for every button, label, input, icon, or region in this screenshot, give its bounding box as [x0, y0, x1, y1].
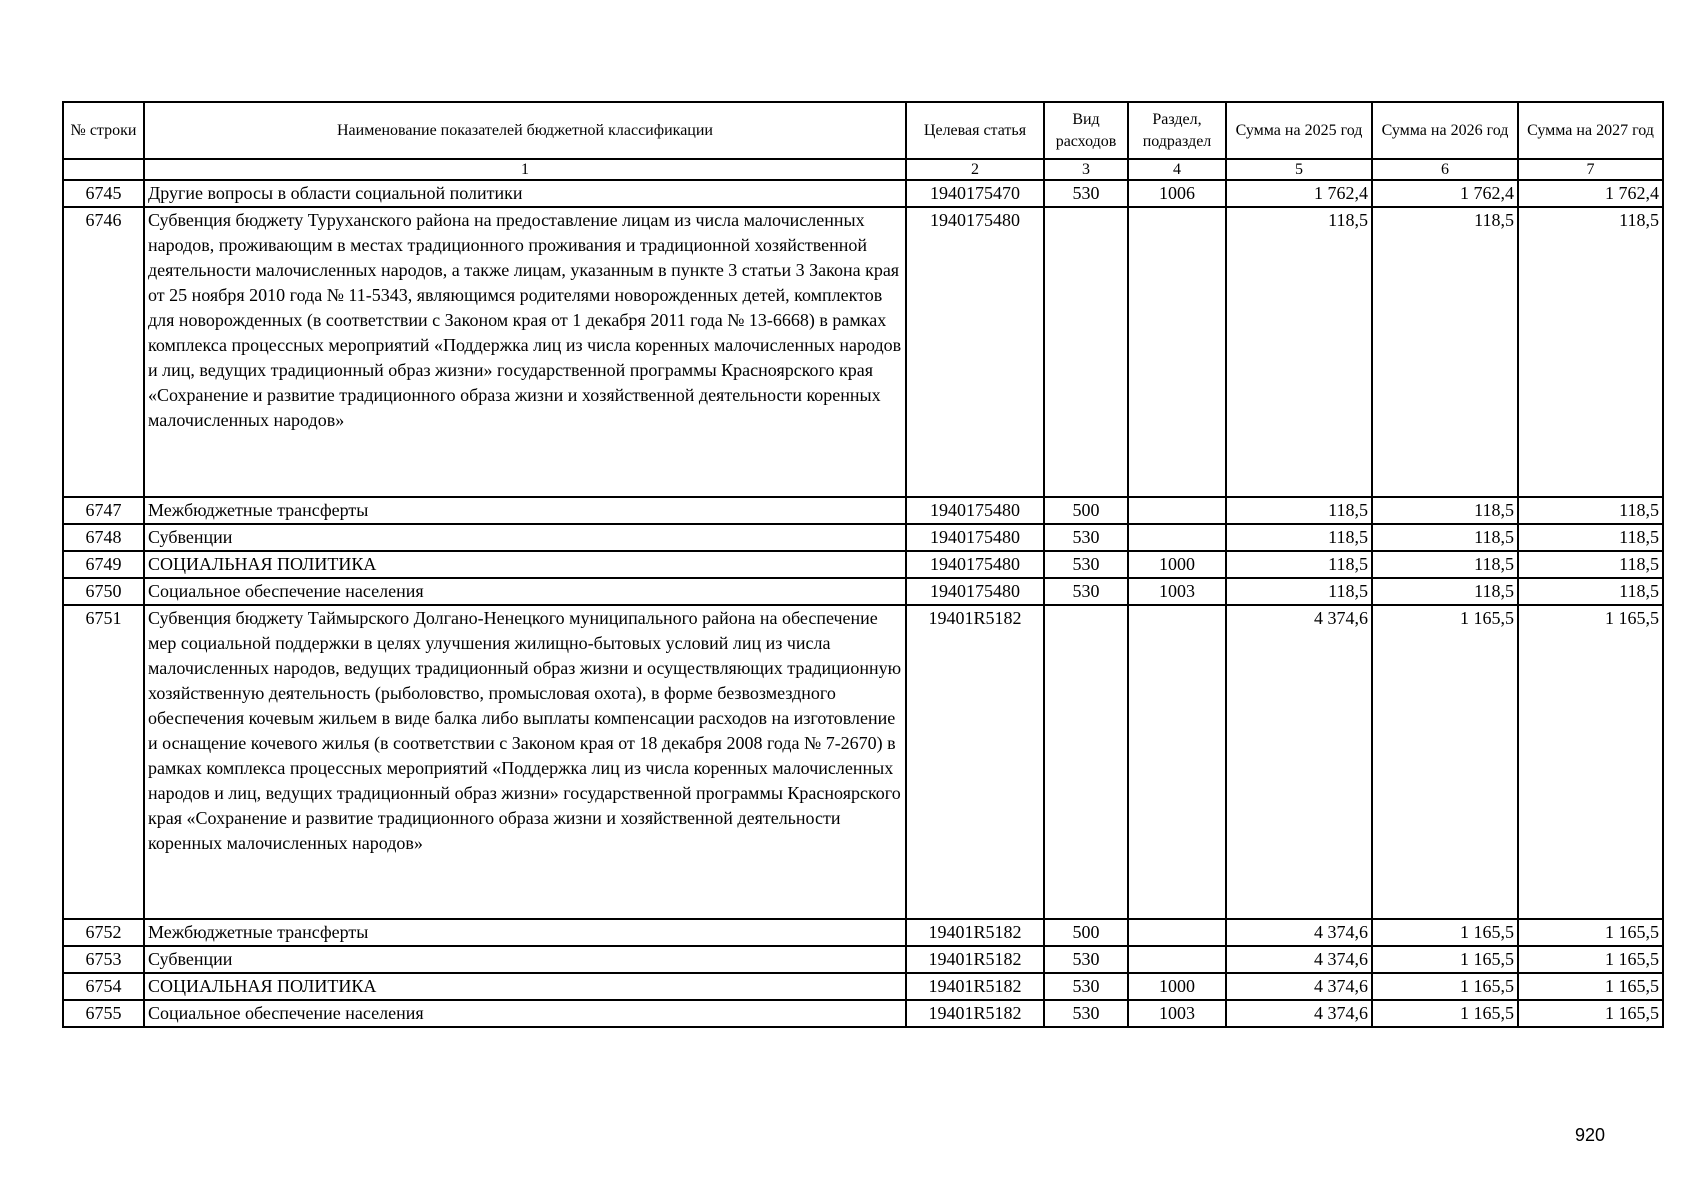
- row-expense-type: 530: [1044, 524, 1128, 551]
- header-expense-type: Вид расходов: [1044, 102, 1128, 159]
- row-sum-2027: 1 165,5: [1518, 605, 1663, 919]
- table-row: [63, 1000, 1663, 1027]
- row-number: 6751: [63, 605, 144, 919]
- row-number: 6750: [63, 578, 144, 605]
- row-sum-2026: 118,5: [1372, 207, 1518, 497]
- row-expense-type: 500: [1044, 919, 1128, 946]
- row-section: [1128, 919, 1226, 946]
- row-section: 1000: [1128, 973, 1226, 1000]
- header-row: [63, 102, 1663, 159]
- row-expense-type: 530: [1044, 578, 1128, 605]
- row-expense-type: [1044, 605, 1128, 919]
- row-expense-type: 530: [1044, 1000, 1128, 1027]
- table-row: [63, 524, 1663, 551]
- row-number: 6752: [63, 919, 144, 946]
- row-sum-2027: 118,5: [1518, 578, 1663, 605]
- header-name: Наименование показателей бюджетной классификации: [144, 102, 906, 159]
- row-section: [1128, 946, 1226, 973]
- row-section: [1128, 605, 1226, 919]
- column-number: 4: [1128, 159, 1226, 180]
- row-number: 6754: [63, 973, 144, 1000]
- row-sum-2026: 1 762,4: [1372, 180, 1518, 207]
- row-number: 6749: [63, 551, 144, 578]
- table-row: [63, 551, 1663, 578]
- row-target: 19401R5182: [906, 605, 1044, 919]
- row-number: 6753: [63, 946, 144, 973]
- row-name: Социальное обеспечение населения: [144, 1000, 906, 1027]
- page-number: 920: [1574, 1125, 1605, 1145]
- row-sum-2025: 1 762,4: [1226, 180, 1372, 207]
- row-section: [1128, 207, 1226, 497]
- row-sum-2026: 1 165,5: [1372, 973, 1518, 1000]
- row-expense-type: 530: [1044, 946, 1128, 973]
- table-row: [63, 578, 1663, 605]
- row-section: 1000: [1128, 551, 1226, 578]
- row-section: 1006: [1128, 180, 1226, 207]
- row-name: Субвенции: [144, 524, 906, 551]
- row-name: СОЦИАЛЬНАЯ ПОЛИТИКА: [144, 551, 906, 578]
- row-number: 6748: [63, 524, 144, 551]
- row-sum-2027: 118,5: [1518, 207, 1663, 497]
- row-sum-2027: 118,5: [1518, 497, 1663, 524]
- row-number: 6755: [63, 1000, 144, 1027]
- row-sum-2025: 118,5: [1226, 551, 1372, 578]
- table-row: [63, 946, 1663, 973]
- row-name: Субвенция бюджету Таймырского Долгано-Ненецкого муниципального района на обеспечение мер социальной поддержки в целях улучшения жилищно-бытовых условий лиц из числа малочисленных народов, ведущих традиционный образ жизни и осуществляющих традиционную хозяйственную деятельность (рыболовство, промысловая охота), в форме безвозмездного обеспечения кочевым жильем в виде балка либо выплаты компенсации расходов на изготовление и оснащение кочевого жилья (в соответствии с Законом края от 18 декабря 2008 года № 7-2670) в рамках комплекса процессных мероприятий «Поддержка лиц из числа коренных малочисленных народов и лиц, ведущих традиционный образ жизни» государственной программы Красноярского края «Сохранение и развитие традиционного образа жизни и хозяйственной деятельности коренных малочисленных народов»: [144, 605, 906, 919]
- row-expense-type: 500: [1044, 497, 1128, 524]
- header-row-no: № строки: [63, 102, 144, 159]
- row-number: 6745: [63, 180, 144, 207]
- row-expense-type: 530: [1044, 551, 1128, 578]
- row-sum-2026: 1 165,5: [1372, 605, 1518, 919]
- row-target: 1940175480: [906, 551, 1044, 578]
- row-sum-2026: 1 165,5: [1372, 919, 1518, 946]
- row-name: Межбюджетные трансферты: [144, 497, 906, 524]
- row-name: Субвенции: [144, 946, 906, 973]
- column-number: 2: [906, 159, 1044, 180]
- row-sum-2027: 1 165,5: [1518, 973, 1663, 1000]
- row-sum-2025: 118,5: [1226, 207, 1372, 497]
- row-sum-2026: 1 165,5: [1372, 946, 1518, 973]
- table-row: [63, 605, 1663, 919]
- column-number: 3: [1044, 159, 1128, 180]
- row-expense-type: 530: [1044, 180, 1128, 207]
- row-sum-2026: 118,5: [1372, 497, 1518, 524]
- header-sum-2026: Сумма на 2026 год: [1372, 102, 1518, 159]
- row-target: 19401R5182: [906, 919, 1044, 946]
- row-expense-type: 530: [1044, 973, 1128, 1000]
- header-target: Целевая статья: [906, 102, 1044, 159]
- table-row: [63, 497, 1663, 524]
- row-section: [1128, 524, 1226, 551]
- row-sum-2025: 118,5: [1226, 497, 1372, 524]
- header-section: Раздел, подраздел: [1128, 102, 1226, 159]
- row-name: Межбюджетные трансферты: [144, 919, 906, 946]
- row-section: 1003: [1128, 578, 1226, 605]
- row-name: Субвенция бюджету Туруханского района на предоставление лицам из числа малочисленных народов, проживающим в местах традиционного проживания и традиционной хозяйственной деятельности малочисленных народов, а также лицам, указанным в пункте 3 статьи 3 Закона края от 25 ноября 2010 года № 11-5343, являющимся родителями новорожденных детей, комплектов для новорожденных (в соответствии с Законом края от 1 декабря 2011 года № 13-6668) в рамках комплекса процессных мероприятий «Поддержка лиц из числа коренных малочисленных народов и лиц, ведущих традиционный образ жизни» государственной программы Красноярского края «Сохранение и развитие традиционного образа жизни и хозяйственной деятельности коренных малочисленных народов»: [144, 207, 906, 497]
- row-target: 19401R5182: [906, 1000, 1044, 1027]
- row-sum-2027: 1 165,5: [1518, 946, 1663, 973]
- row-sum-2027: 118,5: [1518, 551, 1663, 578]
- row-target: 1940175480: [906, 497, 1044, 524]
- column-number: 6: [1372, 159, 1518, 180]
- row-section: [1128, 497, 1226, 524]
- column-number: 7: [1518, 159, 1663, 180]
- column-number: 5: [1226, 159, 1372, 180]
- row-sum-2026: 118,5: [1372, 578, 1518, 605]
- row-sum-2027: 118,5: [1518, 524, 1663, 551]
- table-row: [63, 973, 1663, 1000]
- row-sum-2026: 118,5: [1372, 524, 1518, 551]
- column-number: 1: [144, 159, 906, 180]
- row-sum-2026: 118,5: [1372, 551, 1518, 578]
- row-name: Социальное обеспечение населения: [144, 578, 906, 605]
- budget-table: [62, 101, 1664, 1028]
- column-number-row: [63, 159, 1663, 180]
- row-sum-2026: 1 165,5: [1372, 1000, 1518, 1027]
- row-sum-2027: 1 165,5: [1518, 919, 1663, 946]
- table-row: [63, 919, 1663, 946]
- table-row: [63, 207, 1663, 497]
- row-sum-2025: 4 374,6: [1226, 605, 1372, 919]
- header-sum-2025: Сумма на 2025 год: [1226, 102, 1372, 159]
- row-sum-2025: 118,5: [1226, 524, 1372, 551]
- row-target: 1940175480: [906, 578, 1044, 605]
- row-target: 1940175470: [906, 180, 1044, 207]
- row-target: 1940175480: [906, 524, 1044, 551]
- row-sum-2025: 4 374,6: [1226, 919, 1372, 946]
- header-sum-2027: Сумма на 2027 год: [1518, 102, 1663, 159]
- column-number: [63, 159, 144, 180]
- row-section: 1003: [1128, 1000, 1226, 1027]
- row-sum-2025: 4 374,6: [1226, 973, 1372, 1000]
- row-target: 19401R5182: [906, 946, 1044, 973]
- row-name: СОЦИАЛЬНАЯ ПОЛИТИКА: [144, 973, 906, 1000]
- row-target: 1940175480: [906, 207, 1044, 497]
- row-sum-2027: 1 165,5: [1518, 1000, 1663, 1027]
- row-expense-type: [1044, 207, 1128, 497]
- row-name: Другие вопросы в области социальной политики: [144, 180, 906, 207]
- row-target: 19401R5182: [906, 973, 1044, 1000]
- row-number: 6747: [63, 497, 144, 524]
- row-sum-2027: 1 762,4: [1518, 180, 1663, 207]
- row-number: 6746: [63, 207, 144, 497]
- row-sum-2025: 4 374,6: [1226, 946, 1372, 973]
- row-sum-2025: 118,5: [1226, 578, 1372, 605]
- row-sum-2025: 4 374,6: [1226, 1000, 1372, 1027]
- table-row: [63, 180, 1663, 207]
